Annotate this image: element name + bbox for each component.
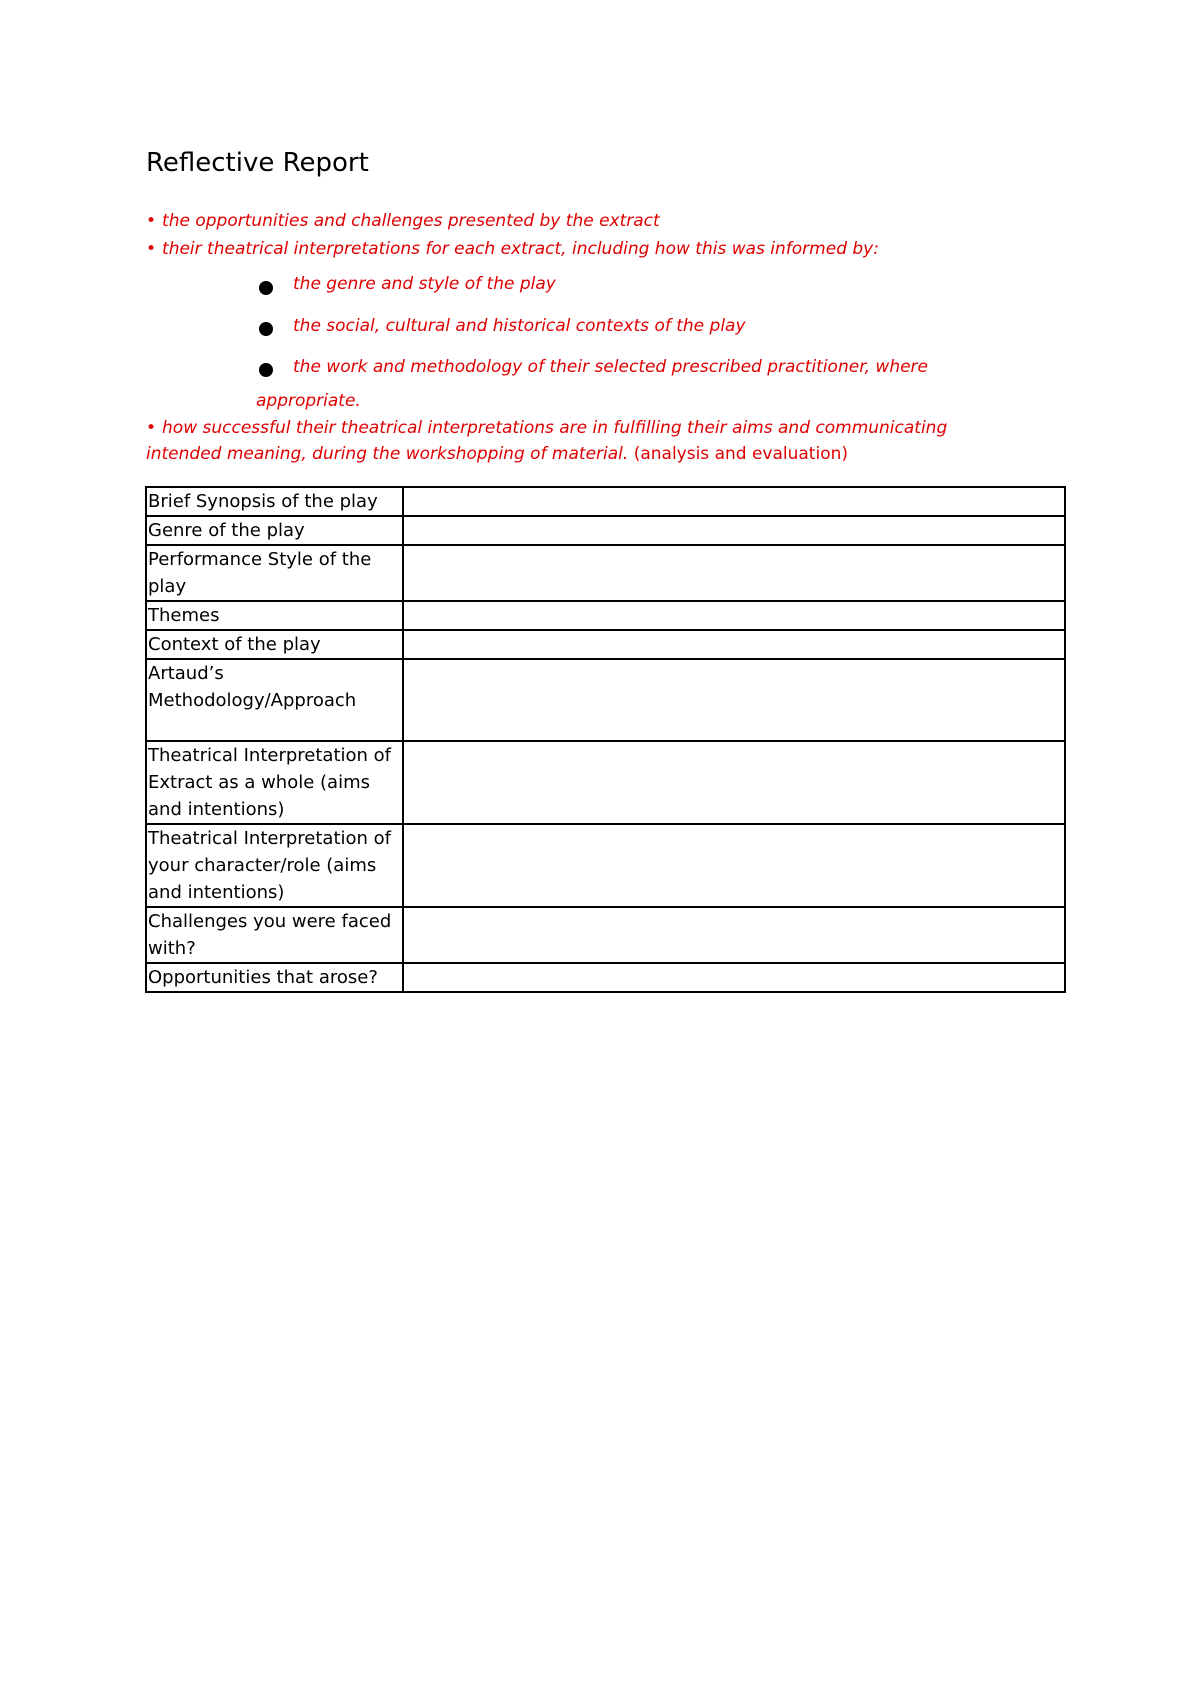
row-answer-cell[interactable] (403, 545, 1065, 601)
bullet-text: how successful their theatrical interpretations are in fulfilling their aims and communicating (162, 418, 948, 438)
row-label: Themes (146, 601, 403, 630)
row-answer-cell[interactable] (403, 630, 1065, 659)
sub-bullet-methodology: the work and methodology of their selected prescribed practitioner, where (293, 357, 929, 377)
table-row (146, 963, 1065, 992)
row-label: Brief Synopsis of the play (146, 487, 403, 516)
row-answer-cell[interactable] (403, 601, 1065, 630)
bullet-text: their theatrical interpretations for each extract, including how this was informed by: (162, 239, 879, 259)
row-label: Performance Style of the play (146, 545, 403, 601)
row-label: Context of the play (146, 630, 403, 659)
row-answer-cell[interactable] (403, 824, 1065, 907)
bullet-item-opportunities (146, 210, 660, 232)
row-answer-cell[interactable] (403, 487, 1065, 516)
row-label: Theatrical Interpretation of your character/role (aims and intentions) (146, 824, 403, 907)
analysis-note: (analysis and evaluation) (633, 444, 849, 464)
row-answer-cell[interactable] (403, 741, 1065, 824)
sub-bullet-contexts: the social, cultural and historical contexts of the play (293, 316, 746, 336)
table-row (146, 907, 1065, 963)
sub-bullet-continuation: appropriate. (256, 391, 361, 411)
bullet-marker: • (146, 418, 157, 438)
bullet-item-success-continued (146, 443, 848, 465)
bullet-item-success (146, 417, 947, 439)
table-row (146, 545, 1065, 601)
page-title: Reflective Report (146, 148, 369, 178)
row-answer-cell[interactable] (403, 659, 1065, 741)
table-row (146, 487, 1065, 516)
row-label: Theatrical Interpretation of Extract as a whole (aims and intentions) (146, 741, 403, 824)
bullet-text: intended meaning, during the workshopping of material. (146, 444, 629, 464)
row-answer-cell[interactable] (403, 907, 1065, 963)
row-answer-cell[interactable] (403, 963, 1065, 992)
sub-bullet-genre: the genre and style of the play (293, 274, 556, 294)
row-label: Challenges you were faced with? (146, 907, 403, 963)
bullet-item-interpretations (146, 238, 879, 260)
table-row (146, 516, 1065, 545)
table-row (146, 741, 1065, 824)
sub-bullet-dot (259, 363, 273, 377)
bullet-text: the opportunities and challenges presented by the extract (162, 211, 660, 231)
bullet-marker: • (146, 239, 157, 259)
table-row (146, 824, 1065, 907)
table-row (146, 659, 1065, 741)
sub-bullet-dot (259, 322, 273, 336)
table-row (146, 630, 1065, 659)
bullet-marker: • (146, 211, 157, 231)
table-row (146, 601, 1065, 630)
row-label: Artaud’s Methodology/Approach (146, 659, 403, 741)
row-answer-cell[interactable] (403, 516, 1065, 545)
row-label: Opportunities that arose? (146, 963, 403, 992)
sub-bullet-dot (259, 281, 273, 295)
report-table (145, 486, 1066, 993)
row-label: Genre of the play (146, 516, 403, 545)
